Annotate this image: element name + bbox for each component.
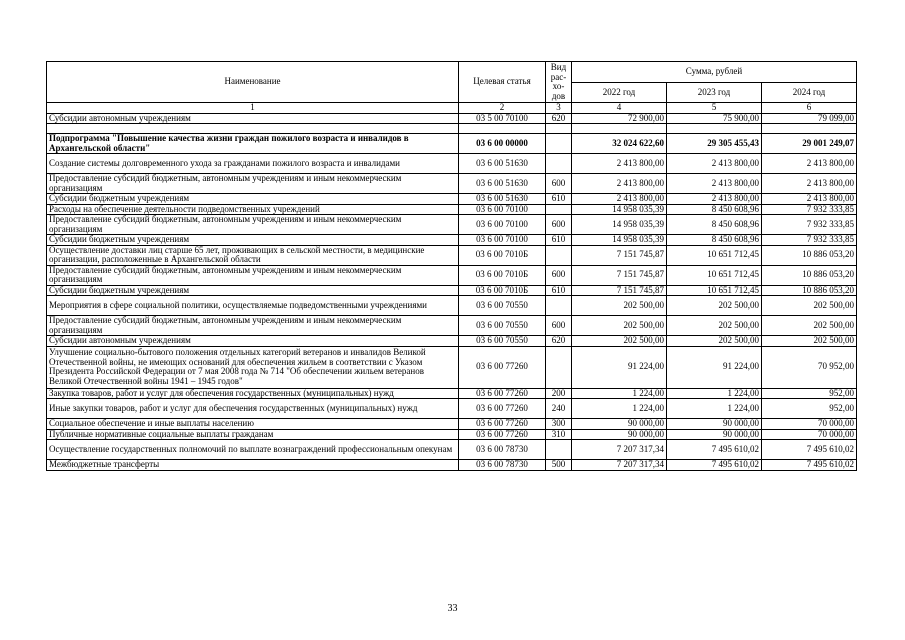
row-amount-2022: 7 151 745,87 — [572, 285, 667, 296]
row-expense-type: 610 — [546, 194, 572, 205]
budget-table — [46, 61, 857, 471]
row-amount-2023: 10 651 712,45 — [667, 285, 762, 296]
row-expense-type: 500 — [546, 460, 572, 471]
table-row — [47, 296, 857, 316]
row-amount-2023: 10 651 712,45 — [667, 265, 762, 285]
row-target-code: 03 5 00 70100 — [459, 113, 546, 124]
table-row — [47, 440, 857, 460]
row-amount-2023: 8 450 608,96 — [667, 204, 762, 215]
row-target-code: 03 6 00 00000 — [459, 134, 546, 154]
row-name: Подпрограмма "Повышение качества жизни граждан пожилого возраста и инвалидов в Архангельской области" — [47, 134, 459, 154]
row-name — [47, 124, 459, 134]
row-amount-2023: 202 500,00 — [667, 316, 762, 336]
row-amount-2022: 7 207 317,34 — [572, 440, 667, 460]
row-expense-type: 300 — [546, 419, 572, 430]
table-row — [47, 215, 857, 235]
row-expense-type: 600 — [546, 215, 572, 235]
row-amount-2022: 7 151 745,87 — [572, 265, 667, 285]
row-name: Предоставление субсидий бюджетным, автономным учреждениям и иным некоммерческим организациям — [47, 316, 459, 336]
row-expense-type — [546, 154, 572, 174]
row-amount-2024: 7 495 610,02 — [762, 460, 857, 471]
table-row — [47, 235, 857, 246]
row-expense-type: 600 — [546, 174, 572, 194]
row-amount-2024: 7 932 333,85 — [762, 215, 857, 235]
row-amount-2022: 7 207 317,34 — [572, 460, 667, 471]
table-row — [47, 399, 857, 419]
row-expense-type — [546, 296, 572, 316]
table-row — [47, 429, 857, 440]
row-amount-2023: 90 000,00 — [667, 429, 762, 440]
row-target-code: 03 6 00 7010Б — [459, 265, 546, 285]
row-amount-2024: 952,00 — [762, 388, 857, 399]
row-amount-2022 — [572, 124, 667, 134]
row-amount-2024: 202 500,00 — [762, 296, 857, 316]
row-amount-2023: 202 500,00 — [667, 336, 762, 347]
row-name: Осуществление доставки лиц старше 65 лет, проживающих в сельской местности, в медицинские организации, расположенные в Архангельской области — [47, 245, 459, 265]
row-expense-type — [546, 346, 572, 388]
column-number: 2 — [459, 103, 546, 114]
row-amount-2023: 29 305 455,43 — [667, 134, 762, 154]
table-row — [47, 316, 857, 336]
row-name: Социальное обеспечение и иные выплаты населению — [47, 419, 459, 430]
row-amount-2024: 202 500,00 — [762, 336, 857, 347]
row-expense-type: 310 — [546, 429, 572, 440]
row-name: Расходы на обеспечение деятельности подведомственных учреждений — [47, 204, 459, 215]
row-target-code: 03 6 00 70550 — [459, 336, 546, 347]
row-amount-2022: 2 413 800,00 — [572, 174, 667, 194]
header-sum: Сумма, рублей — [572, 62, 857, 83]
row-amount-2024 — [762, 124, 857, 134]
table-row — [47, 134, 857, 154]
row-amount-2022: 90 000,00 — [572, 419, 667, 430]
row-amount-2023: 2 413 800,00 — [667, 154, 762, 174]
row-amount-2023: 7 495 610,02 — [667, 440, 762, 460]
row-amount-2023: 90 000,00 — [667, 419, 762, 430]
row-amount-2024: 10 886 053,20 — [762, 265, 857, 285]
row-target-code: 03 6 00 70100 — [459, 204, 546, 215]
header-year-2022: 2022 год — [572, 83, 667, 103]
table-row — [47, 460, 857, 471]
table-row — [47, 124, 857, 134]
row-name: Закупка товаров, работ и услуг для обеспечения государственных (муниципальных) нужд — [47, 388, 459, 399]
table-row — [47, 194, 857, 205]
row-target-code: 03 6 00 70100 — [459, 215, 546, 235]
column-number: 4 — [572, 103, 667, 114]
table-row — [47, 113, 857, 124]
row-amount-2022: 2 413 800,00 — [572, 154, 667, 174]
column-number: 5 — [667, 103, 762, 114]
row-target-code: 03 6 00 77260 — [459, 419, 546, 430]
column-number: 6 — [762, 103, 857, 114]
table-row — [47, 419, 857, 430]
header-target: Целевая статья — [459, 62, 546, 103]
page-number: 33 — [447, 603, 458, 614]
row-expense-type: 620 — [546, 336, 572, 347]
row-amount-2024: 70 000,00 — [762, 419, 857, 430]
row-amount-2023: 2 413 800,00 — [667, 174, 762, 194]
row-target-code: 03 6 00 77260 — [459, 399, 546, 419]
row-target-code: 03 6 00 78730 — [459, 440, 546, 460]
row-amount-2022: 32 024 622,60 — [572, 134, 667, 154]
row-amount-2024: 202 500,00 — [762, 316, 857, 336]
row-amount-2022: 90 000,00 — [572, 429, 667, 440]
table-row — [47, 336, 857, 347]
table-row — [47, 346, 857, 388]
table-row — [47, 245, 857, 265]
row-name: Иные закупки товаров, работ и услуг для обеспечения государственных (муниципальных) нужд — [47, 399, 459, 419]
row-name: Субсидии бюджетным учреждениям — [47, 235, 459, 246]
row-name: Предоставление субсидий бюджетным, автономным учреждениям и иным некоммерческим организациям — [47, 215, 459, 235]
table-row — [47, 285, 857, 296]
row-name: Предоставление субсидий бюджетным, автономным учреждениям и иным некоммерческим организациям — [47, 265, 459, 285]
row-amount-2022: 2 413 800,00 — [572, 194, 667, 205]
row-amount-2022: 202 500,00 — [572, 296, 667, 316]
row-amount-2023 — [667, 124, 762, 134]
row-expense-type: 200 — [546, 388, 572, 399]
row-expense-type: 240 — [546, 399, 572, 419]
row-amount-2024: 2 413 800,00 — [762, 154, 857, 174]
row-amount-2024: 79 099,00 — [762, 113, 857, 124]
row-target-code: 03 6 00 70550 — [459, 316, 546, 336]
row-expense-type — [546, 124, 572, 134]
row-amount-2023: 91 224,00 — [667, 346, 762, 388]
row-expense-type: 600 — [546, 316, 572, 336]
row-expense-type — [546, 134, 572, 154]
row-target-code — [459, 124, 546, 134]
table-row — [47, 388, 857, 399]
row-amount-2022: 14 958 035,39 — [572, 235, 667, 246]
row-target-code: 03 6 00 77260 — [459, 346, 546, 388]
row-expense-type: 620 — [546, 113, 572, 124]
row-target-code: 03 6 00 51630 — [459, 174, 546, 194]
row-amount-2024: 7 932 333,85 — [762, 235, 857, 246]
row-name: Субсидии автономным учреждениям — [47, 113, 459, 124]
row-target-code: 03 6 00 77260 — [459, 388, 546, 399]
row-target-code: 03 6 00 70100 — [459, 235, 546, 246]
header-vid: Вид рас-хо-дов — [546, 62, 572, 103]
row-name: Осуществление государственных полномочий по выплате вознаграждений профессиональным опекунам — [47, 440, 459, 460]
column-number: 1 — [47, 103, 459, 114]
row-amount-2024: 10 886 053,20 — [762, 285, 857, 296]
row-amount-2024: 2 413 800,00 — [762, 174, 857, 194]
row-amount-2023: 2 413 800,00 — [667, 194, 762, 205]
row-name: Мероприятия в сфере социальной политики, осуществляемые подведомственными учреждениями — [47, 296, 459, 316]
row-expense-type — [546, 204, 572, 215]
row-amount-2022: 14 958 035,39 — [572, 204, 667, 215]
row-amount-2024: 7 932 333,85 — [762, 204, 857, 215]
row-target-code: 03 6 00 51630 — [459, 154, 546, 174]
table-row — [47, 174, 857, 194]
row-name: Межбюджетные трансферты — [47, 460, 459, 471]
row-name: Улучшение социально-бытового положения отдельных категорий ветеранов и инвалидов Великой Отечественной войны, не имеющих оснований для обеспечения жильем в соответствии с Указом Президента Российской Федерации от 7 мая 2008 года № 714 "Об обеспечении жильем ветеранов Великой Отечественной войны 1941 – 1945 годов" — [47, 346, 459, 388]
row-amount-2023: 7 495 610,02 — [667, 460, 762, 471]
row-name: Субсидии автономным учреждениям — [47, 336, 459, 347]
row-amount-2024: 29 001 249,07 — [762, 134, 857, 154]
row-amount-2023: 75 900,00 — [667, 113, 762, 124]
row-amount-2024: 952,00 — [762, 399, 857, 419]
row-name: Предоставление субсидий бюджетным, автономным учреждениям и иным некоммерческим организациям — [47, 174, 459, 194]
row-amount-2022: 202 500,00 — [572, 336, 667, 347]
row-amount-2024: 7 495 610,02 — [762, 440, 857, 460]
row-expense-type — [546, 440, 572, 460]
row-amount-2022: 91 224,00 — [572, 346, 667, 388]
header-year-2023: 2023 год — [667, 83, 762, 103]
row-amount-2022: 1 224,00 — [572, 388, 667, 399]
column-number: 3 — [546, 103, 572, 114]
row-amount-2022: 1 224,00 — [572, 399, 667, 419]
row-amount-2022: 14 958 035,39 — [572, 215, 667, 235]
row-amount-2023: 1 224,00 — [667, 388, 762, 399]
row-amount-2022: 7 151 745,87 — [572, 245, 667, 265]
row-name: Субсидии бюджетным учреждениям — [47, 194, 459, 205]
table-row — [47, 265, 857, 285]
row-target-code: 03 6 00 51630 — [459, 194, 546, 205]
row-amount-2022: 72 900,00 — [572, 113, 667, 124]
row-amount-2022: 202 500,00 — [572, 316, 667, 336]
row-expense-type: 610 — [546, 235, 572, 246]
row-name: Публичные нормативные социальные выплаты гражданам — [47, 429, 459, 440]
row-expense-type — [546, 245, 572, 265]
row-amount-2023: 8 450 608,96 — [667, 215, 762, 235]
row-target-code: 03 6 00 70550 — [459, 296, 546, 316]
row-name: Субсидии бюджетным учреждениям — [47, 285, 459, 296]
row-amount-2023: 10 651 712,45 — [667, 245, 762, 265]
row-target-code: 03 6 00 77260 — [459, 429, 546, 440]
row-amount-2023: 8 450 608,96 — [667, 235, 762, 246]
row-expense-type: 600 — [546, 265, 572, 285]
row-target-code: 03 6 00 78730 — [459, 460, 546, 471]
row-amount-2024: 70 000,00 — [762, 429, 857, 440]
row-amount-2023: 1 224,00 — [667, 399, 762, 419]
header-name: Наименование — [47, 62, 459, 103]
row-target-code: 03 6 00 7010Б — [459, 285, 546, 296]
table-row — [47, 154, 857, 174]
header-year-2024: 2024 год — [762, 83, 857, 103]
table-row — [47, 204, 857, 215]
row-amount-2023: 202 500,00 — [667, 296, 762, 316]
row-amount-2024: 10 886 053,20 — [762, 245, 857, 265]
row-amount-2024: 2 413 800,00 — [762, 194, 857, 205]
table-body — [47, 113, 857, 470]
row-target-code: 03 6 00 7010Б — [459, 245, 546, 265]
row-amount-2024: 70 952,00 — [762, 346, 857, 388]
row-expense-type: 610 — [546, 285, 572, 296]
row-name: Создание системы долговременного ухода за гражданами пожилого возраста и инвалидами — [47, 154, 459, 174]
